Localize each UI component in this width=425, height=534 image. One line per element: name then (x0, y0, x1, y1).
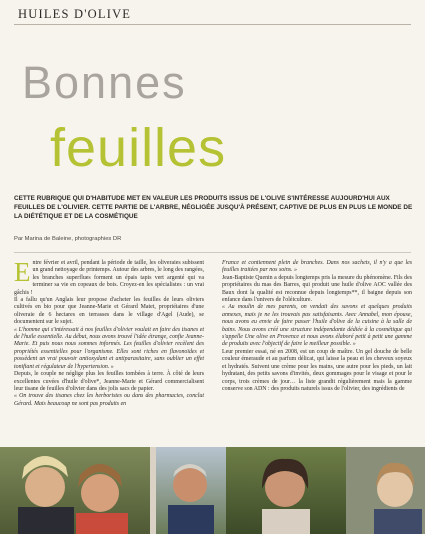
title-line-1: Bonnes (22, 57, 187, 108)
drop-cap: E (14, 257, 31, 287)
paragraph: France et contiennent plein de branches. Dans nos sachets, il n'y a que les feuilles traitées par nos soins. » (222, 260, 412, 274)
intro-paragraph: CETTE RUBRIQUE QUI D'HABITUDE MET EN VALEUR LES PRODUITS ISSUS DE L'OLIVE S'INTÉRESSE AUJOURD'HUI AUX FEUILLES DE L'OLIVIER. CETTE PARTIE DE L'ARBRE, NÉGLIGÉE JUSQU'À PRÉSENT, CAPTIVE DE PLUS EN PLUS LE MONDE DE LA DIÉTÉTIQUE ET DE LA COSMÉTIQUE (14, 195, 413, 221)
paragraph: Leur premier essai, né en 2008, est un coup de maître. Un gel douche de belle couleur émeraude et au parfum délicat, qui laisse la peau et les cheveux soyeux et hydratés. Suivent une crème pour les mains, une autre pour les pieds, un lait hydratant, des petits savons d'invités, deux gommages pour le visage et pour le corps, trois crèmes de jour… la liste grandit régulièrement mais la gamme conserve son ADN : des produits naturels issus de l'olivier, des ingrédients de (222, 348, 412, 392)
paragraph: Entre février et avril, pendant la période de taille, les oliveraies subissent un grand nettoyage de printemps. Autour des arbres, le long des rangées, les branches superflues forment un épais tapis vert argenté qui va terminer sa vie en copeaux de bois. Croyez-en les spécialistes : un vrai gâchis ! (14, 257, 204, 296)
photo-strip (0, 447, 425, 534)
portrait-photos (0, 447, 425, 534)
paragraph: « On trouve des tisanes chez les herboristes ou dans des pharmacies, conclut Gérard. Mais beaucoup ne sont pas produits en (14, 393, 204, 407)
paragraph: Depuis, le couple ne néglige plus les feuilles tombées à terre. À côté de leurs excellentes cuvées d'huile d'olive*, Jeanne-Marie et Gérard commercialisent leur tisane de feuilles d'olivier dans des jolis sacs de papier. (14, 371, 204, 392)
paragraph: Il a fallu qu'un Anglais leur propose d'acheter les feuilles de leurs oliviers cultivés en bio pour que Jeanne-Marie et Gérard Matet, propriétaires d'une oliveraie de 6 hectares en terrasses dans le village d'Agel (Aude), se documentent sur le sujet. (14, 297, 204, 326)
article-column-left (14, 257, 204, 408)
byline: Par Marina de Baleine, photographies DR (14, 236, 122, 242)
body-rule (14, 252, 411, 253)
header-rule (14, 24, 411, 25)
paragraph: Jean-Baptiste Quenin a depuis longtemps pris la mesure du phénomène. Fils des propriétaires du mas des Barres, qui produit une huile d'olive AOC vallée des Baux dont la qualité est reconnue depuis longtemps**, il baigne depuis son enfance dans l'univers de l'oléiculture. (222, 274, 412, 304)
title-line-2: feuilles (50, 118, 227, 178)
paragraph: « Au moulin de mes parents, on vendait des savons et quelques produits annexes, mais je ne les trouvais pas satisfaisants. Avec Annabel, mon épouse, nous avons eu envie de faire passer l'huile d'olive de la cuisine à la salle de bains. Nous avons créé une structure indépendante dédiée à la cosmétique qui s'appelle Une olive en Provence et nous avons élaboré petit à petit une gamme de produits avec l'objectif de faire le meilleur possible. » (222, 304, 412, 348)
article-column-right (222, 260, 412, 393)
section-rubric: HUILES D'OLIVE (18, 7, 132, 21)
paragraph: « L'homme qui s'intéressait à nos feuilles d'olivier voulait en faire des tisanes et de l'huile essentielle. Au début, nous avons trouvé l'idée étrange, confie Jeanne-Marie. Et puis nous nous sommes informés. Les feuilles d'olivier recèlent des propriétés essentielles pour l'organisme. Elles sont riches en flavonoïdes et possèdent un vrai pouvoir antioxydant et antiparasitaire, sans oublier un effet tonifiant et régulateur de l'hypertension. » (14, 326, 204, 370)
